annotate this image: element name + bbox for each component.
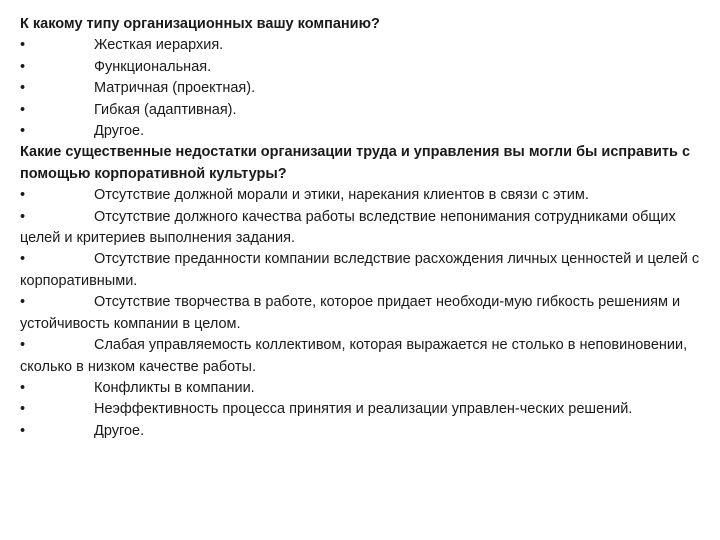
answer-text: Отсутствие преданности компании вследствие расхождения личных ценностей и целей с корпоративными.	[20, 251, 700, 289]
answer-2-3	[20, 249, 710, 292]
answer-text: Другое.	[94, 123, 145, 140]
answer-text: Гибкая (адаптивная).	[94, 101, 237, 118]
answer-2-1	[20, 185, 710, 206]
bullet-icon: •	[20, 337, 26, 354]
bullet-icon: •	[20, 37, 26, 54]
answer-1-5	[20, 121, 710, 142]
bullet-icon: •	[20, 101, 26, 118]
bullet-icon: •	[20, 80, 26, 97]
answer-2-7	[20, 399, 710, 420]
answer-text: Жесткая иерархия.	[94, 37, 224, 54]
bullet-icon: •	[20, 208, 26, 225]
answer-text: Неэффективность процесса принятия и реализации управлен-ческих решений.	[94, 401, 633, 418]
answer-2-4	[20, 292, 710, 335]
answer-1-1	[20, 35, 710, 56]
answer-text: Отсутствие должной морали и этики, нарекания клиентов в связи с этим.	[94, 187, 589, 204]
answer-text: Отсутствие творчества в работе, которое придает необходи-мую гибкость решениям и устойчивость компании в целом.	[20, 294, 681, 332]
answer-text: Другое.	[94, 422, 145, 439]
answer-text: Функциональная.	[94, 58, 212, 75]
bullet-icon: •	[20, 422, 26, 439]
answer-text: Слабая управляемость коллективом, которая выражается не столько в неповиновении, сколько в низком качестве работы.	[20, 337, 688, 375]
question-1: К какому типу организационных вашу компанию?	[20, 16, 380, 32]
answer-2-5	[20, 335, 710, 378]
answer-2-8	[20, 421, 710, 442]
bullet-icon: •	[20, 251, 26, 268]
bullet-icon: •	[20, 123, 26, 140]
answer-text: Отсутствие должного качества работы вследствие непонимания сотрудниками общих целей и критериев выполнения задания.	[20, 208, 676, 247]
answer-1-4	[20, 100, 710, 121]
question-2: Какие существенные недостатки организации труда и управления вы могли бы исправить с помощью корпоративной культуры?	[20, 144, 691, 182]
answer-2-2	[20, 207, 710, 250]
document-body	[20, 14, 710, 442]
bullet-icon: •	[20, 379, 26, 396]
answer-2-6	[20, 378, 710, 399]
answer-1-2	[20, 57, 710, 78]
answer-1-3	[20, 78, 710, 99]
bullet-icon: •	[20, 401, 26, 418]
answer-text: Конфликты в компании.	[94, 379, 255, 396]
bullet-icon: •	[20, 187, 26, 204]
answer-text: Матричная (проектная).	[94, 80, 256, 97]
bullet-icon: •	[20, 294, 26, 311]
bullet-icon: •	[20, 58, 26, 75]
